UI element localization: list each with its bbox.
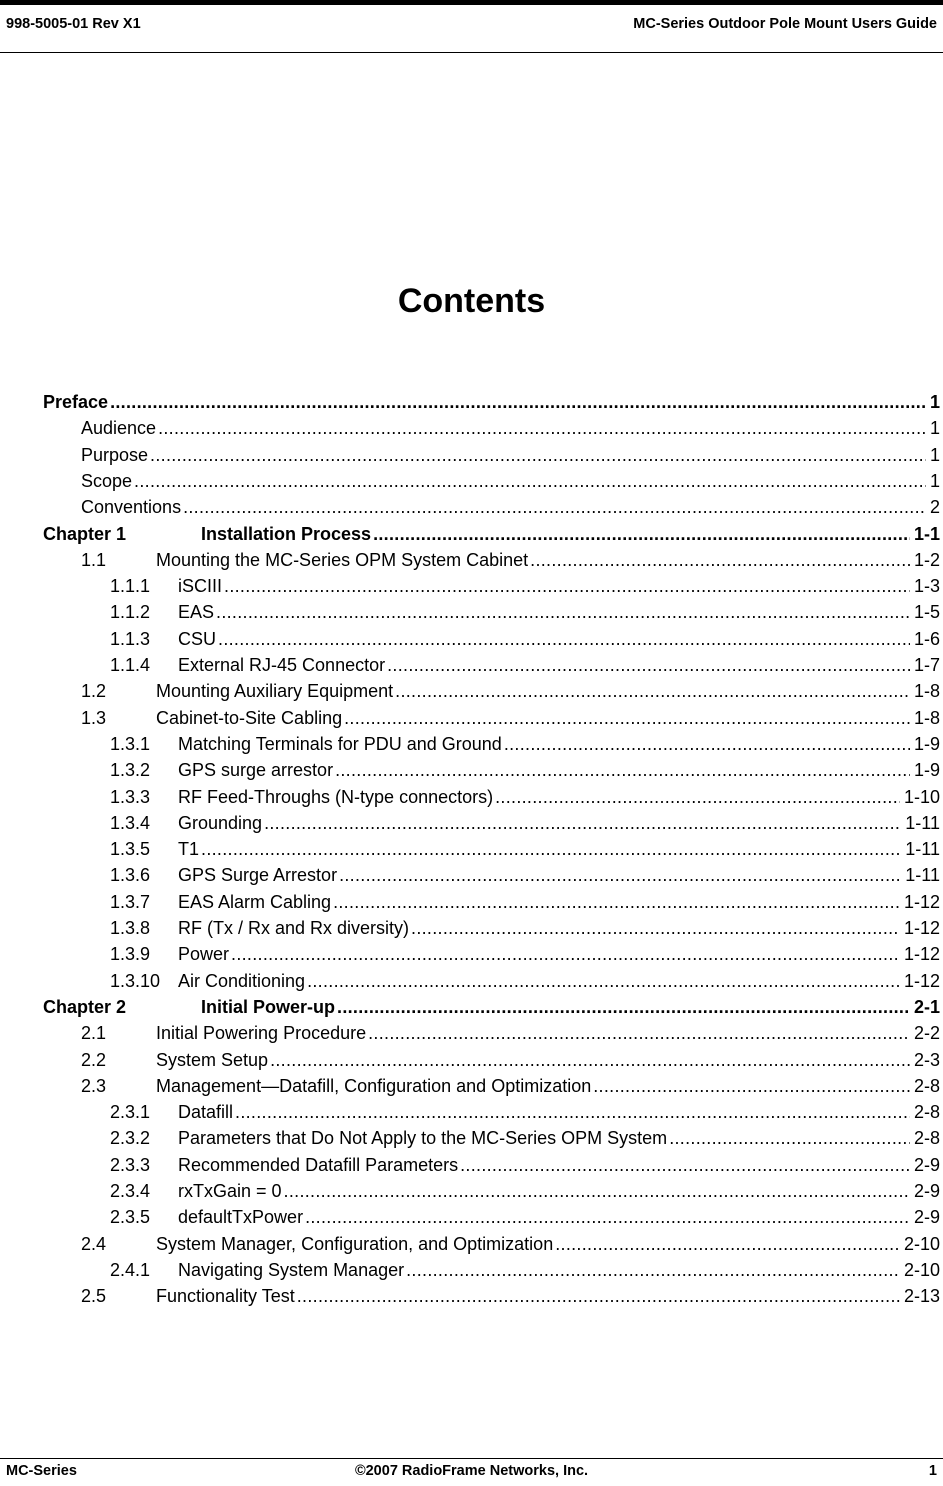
toc-entry-title: Audience <box>81 418 157 438</box>
toc-entry-number: 1.1.4 <box>110 655 151 675</box>
toc-entry-title: GPS surge arrestor <box>178 760 334 780</box>
toc-entry-number: 1.3.7 <box>110 892 151 912</box>
toc-dot-leader <box>134 471 926 492</box>
toc-entry[interactable] <box>81 681 940 707</box>
toc-entry[interactable] <box>110 734 940 760</box>
toc-entry-page: 1-1 <box>913 524 940 544</box>
toc-entry-page: 1-11 <box>905 865 940 885</box>
toc-entry-number: 2.2 <box>81 1050 107 1070</box>
toc-entry-title: Management—Datafill, Configuration and Optimization <box>156 1076 592 1096</box>
toc-entry-title: Recommended Datafill Parameters <box>178 1155 459 1175</box>
toc-entry[interactable] <box>81 1023 940 1049</box>
toc-entry-title: Grounding <box>178 813 263 833</box>
toc-entry-number: 1.3.1 <box>110 734 151 754</box>
toc-dot-leader <box>297 1286 900 1307</box>
toc-entry-page: 1-10 <box>903 787 940 807</box>
toc-entry-number: 1.3.8 <box>110 918 151 938</box>
toc-dot-leader <box>344 708 910 729</box>
toc-entry-number: 1.3.4 <box>110 813 151 833</box>
toc-entry-title: iSCIII <box>178 576 223 596</box>
toc-entry-page: 1-2 <box>913 550 940 570</box>
toc-dot-leader <box>593 1076 910 1097</box>
toc-dot-leader <box>264 813 901 834</box>
toc-entry-page: 1-3 <box>913 576 940 596</box>
toc-dot-leader <box>373 524 910 545</box>
toc-entry-number: 1.1.2 <box>110 602 151 622</box>
toc-entry-page: 2-2 <box>913 1023 940 1043</box>
toc-entry[interactable] <box>81 418 940 444</box>
toc-entry-number: 1.1.3 <box>110 629 151 649</box>
toc-entry-page: 1-9 <box>913 734 940 754</box>
toc-entry-number: 1.3.10 <box>110 971 161 991</box>
toc-dot-leader <box>284 1181 910 1202</box>
toc-entry-number: 2.4.1 <box>110 1260 151 1280</box>
toc-entry[interactable] <box>110 1181 940 1207</box>
toc-entry-title: Parameters that Do Not Apply to the MC-Series OPM System <box>178 1128 668 1148</box>
toc-entry-title: Mounting the MC-Series OPM System Cabinet <box>156 550 529 570</box>
toc-entry-number: 2.3 <box>81 1076 107 1096</box>
toc-entry-page: 1 <box>929 392 940 412</box>
toc-entry-page: 1-5 <box>913 602 940 622</box>
toc-entry-title: EAS <box>178 602 215 622</box>
toc-entry[interactable] <box>81 1050 940 1076</box>
toc-entry[interactable] <box>110 576 940 602</box>
toc-entry-number: 1.3.5 <box>110 839 151 859</box>
toc-entry-page: 1-12 <box>903 944 940 964</box>
toc-entry[interactable] <box>110 1128 940 1154</box>
toc-entry-title: Functionality Test <box>156 1286 295 1306</box>
toc-dot-leader <box>504 734 910 755</box>
toc-entry-number: Chapter 2 <box>43 997 127 1017</box>
toc-entry-title: Initial Powering Procedure <box>156 1023 367 1043</box>
toc-entry-page: 2-3 <box>913 1050 940 1070</box>
toc-entry-page: 2-9 <box>913 1181 940 1201</box>
toc-dot-leader <box>406 1260 900 1281</box>
toc-entry[interactable] <box>81 1076 940 1102</box>
toc-entry[interactable] <box>110 760 940 786</box>
footer-rule <box>0 1458 943 1459</box>
toc-entry-page: 2-10 <box>903 1260 940 1280</box>
toc-entry[interactable] <box>110 918 940 944</box>
toc-entry-page: 2 <box>929 497 940 517</box>
toc-entry[interactable] <box>110 1207 940 1233</box>
toc-entry-page: 1-11 <box>905 813 940 833</box>
toc-entry-title: Installation Process <box>201 524 372 544</box>
toc-entry-number: 1.2 <box>81 681 107 701</box>
toc-entry[interactable] <box>110 839 940 865</box>
toc-entry-title: Preface <box>43 392 109 412</box>
toc-entry-number: 2.4 <box>81 1234 107 1254</box>
toc-entry-number: 2.5 <box>81 1286 107 1306</box>
toc-dot-leader <box>339 865 901 886</box>
toc-entry[interactable] <box>43 392 940 418</box>
toc-entry-title: CSU <box>178 629 217 649</box>
toc-entry[interactable] <box>110 629 940 655</box>
toc-entry-title: GPS Surge Arrestor <box>178 865 338 885</box>
toc-entry[interactable] <box>81 1234 940 1260</box>
toc-dot-leader <box>411 918 900 939</box>
toc-dot-leader <box>218 629 910 650</box>
toc-entry[interactable] <box>81 497 940 523</box>
toc-dot-leader <box>235 1102 910 1123</box>
toc-entry-title: Cabinet-to-Site Cabling <box>156 708 343 728</box>
toc-entry-page: 1-12 <box>903 918 940 938</box>
toc-dot-leader <box>460 1155 910 1176</box>
toc-entry-page: 1-9 <box>913 760 940 780</box>
toc-dot-leader <box>150 445 926 466</box>
toc-entry-number: 2.3.5 <box>110 1207 151 1227</box>
toc-dot-leader <box>333 892 900 913</box>
toc-entry-page: 1 <box>929 471 940 491</box>
toc-entry-title: Purpose <box>81 445 149 465</box>
footer-page-number: 1 <box>928 1463 937 1479</box>
toc-entry-page: 2-13 <box>903 1286 940 1306</box>
toc-entry-page: 2-8 <box>913 1128 940 1148</box>
toc-entry-title: EAS Alarm Cabling <box>178 892 332 912</box>
toc-entry-number: 1.3.9 <box>110 944 151 964</box>
header-rule-thick <box>0 0 943 5</box>
toc-entry-number: 1.1.1 <box>110 576 151 596</box>
toc-dot-leader <box>270 1050 910 1071</box>
toc-entry-page: 2-1 <box>913 997 940 1017</box>
toc-dot-leader <box>231 944 900 965</box>
toc-entry-page: 1-12 <box>903 971 940 991</box>
header-guide-title: MC-Series Outdoor Pole Mount Users Guide <box>633 16 937 32</box>
toc-entry-page: 2-8 <box>913 1102 940 1122</box>
toc-dot-leader <box>555 1234 900 1255</box>
toc-entry-title: RF Feed-Throughs (N-type connectors) <box>178 787 494 807</box>
toc-entry-title: Datafill <box>178 1102 234 1122</box>
toc-entry[interactable] <box>43 997 940 1023</box>
toc-entry-page: 2-9 <box>913 1155 940 1175</box>
toc-entry[interactable] <box>110 602 940 628</box>
toc-entry[interactable] <box>81 445 940 471</box>
toc-entry-number: 2.3.1 <box>110 1102 151 1122</box>
toc-entry[interactable] <box>110 1155 940 1181</box>
toc-entry-page: 1-7 <box>913 655 940 675</box>
toc-entry[interactable] <box>110 787 940 813</box>
toc-entry[interactable] <box>110 944 940 970</box>
toc-entry-number: 1.3.2 <box>110 760 151 780</box>
toc-entry-title: Initial Power-up <box>201 997 336 1017</box>
toc-entry-page: 1-11 <box>905 839 940 859</box>
toc-entry-title: Matching Terminals for PDU and Ground <box>178 734 502 754</box>
footer-copyright: ©2007 RadioFrame Networks, Inc. <box>354 1463 589 1479</box>
toc-dot-leader <box>183 497 926 518</box>
toc-dot-leader <box>368 1023 910 1044</box>
toc-entry[interactable] <box>110 1260 940 1286</box>
toc-entry-page: 1 <box>929 418 940 438</box>
toc-entry-title: System Setup <box>156 1050 269 1070</box>
toc-entry[interactable] <box>81 708 940 734</box>
toc-entry-title: RF (Tx / Rx and Rx diversity) <box>178 918 410 938</box>
toc-entry-page: 1 <box>929 445 940 465</box>
toc-dot-leader <box>158 418 926 439</box>
toc-entry-title: System Manager, Configuration, and Optimization <box>156 1234 554 1254</box>
toc-entry[interactable] <box>81 1286 940 1312</box>
toc-dot-leader <box>201 839 901 860</box>
toc-entry-number: 1.3.3 <box>110 787 151 807</box>
header-doc-number: 998-5005-01 Rev X1 <box>6 16 141 32</box>
toc-entry[interactable] <box>110 1102 940 1128</box>
toc-entry-page: 1-12 <box>903 892 940 912</box>
toc-entry-number: 2.3.2 <box>110 1128 151 1148</box>
toc-dot-leader <box>216 602 910 623</box>
toc-entry-number: Chapter 1 <box>43 524 127 544</box>
toc-entry[interactable] <box>110 655 940 681</box>
toc-dot-leader <box>337 997 910 1018</box>
toc-entry-title: Conventions <box>81 497 182 517</box>
toc-entry[interactable] <box>110 865 940 891</box>
toc-entry-page: 1-8 <box>913 681 940 701</box>
toc-dot-leader <box>395 681 910 702</box>
toc-entry-number: 1.1 <box>81 550 107 570</box>
toc-dot-leader <box>110 392 926 413</box>
toc-entry-page: 1-6 <box>913 629 940 649</box>
toc-entry-page: 2-10 <box>903 1234 940 1254</box>
toc-entry-title: rxTxGain = 0 <box>178 1181 282 1201</box>
toc-dot-leader <box>335 760 910 781</box>
toc-entry-number: 2.3.3 <box>110 1155 151 1175</box>
toc-entry[interactable] <box>81 471 940 497</box>
toc-dot-leader <box>530 550 910 571</box>
toc-entry[interactable] <box>110 971 940 997</box>
header-rule-thin <box>0 52 943 53</box>
toc-entry-number: 1.3 <box>81 708 107 728</box>
toc-dot-leader <box>307 971 900 992</box>
toc-dot-leader <box>224 576 910 597</box>
toc-entry-title: Scope <box>81 471 133 491</box>
toc-entry-title: External RJ-45 Connector <box>178 655 386 675</box>
toc-dot-leader <box>305 1207 910 1228</box>
toc-entry-title: defaultTxPower <box>178 1207 304 1227</box>
toc-dot-leader <box>495 787 900 808</box>
page-title: Contents <box>397 282 546 320</box>
toc-entry-title: Navigating System Manager <box>178 1260 405 1280</box>
toc-entry-number: 2.3.4 <box>110 1181 151 1201</box>
toc-entry-number: 2.1 <box>81 1023 107 1043</box>
toc-entry-title: Mounting Auxiliary Equipment <box>156 681 394 701</box>
toc-dot-leader <box>387 655 910 676</box>
toc-entry[interactable] <box>81 550 940 576</box>
toc-entry-title: T1 <box>178 839 200 859</box>
toc-entry[interactable] <box>110 892 940 918</box>
toc-entry-page: 1-8 <box>913 708 940 728</box>
toc-dot-leader <box>669 1128 910 1149</box>
toc-entry-page: 2-8 <box>913 1076 940 1096</box>
toc-entry-page: 2-9 <box>913 1207 940 1227</box>
toc-entry-title: Air Conditioning <box>178 971 306 991</box>
toc-entry[interactable] <box>43 524 940 550</box>
footer-product: MC-Series <box>6 1463 77 1479</box>
toc-entry[interactable] <box>110 813 940 839</box>
toc-entry-number: 1.3.6 <box>110 865 151 885</box>
toc-entry-title: Power <box>178 944 230 964</box>
